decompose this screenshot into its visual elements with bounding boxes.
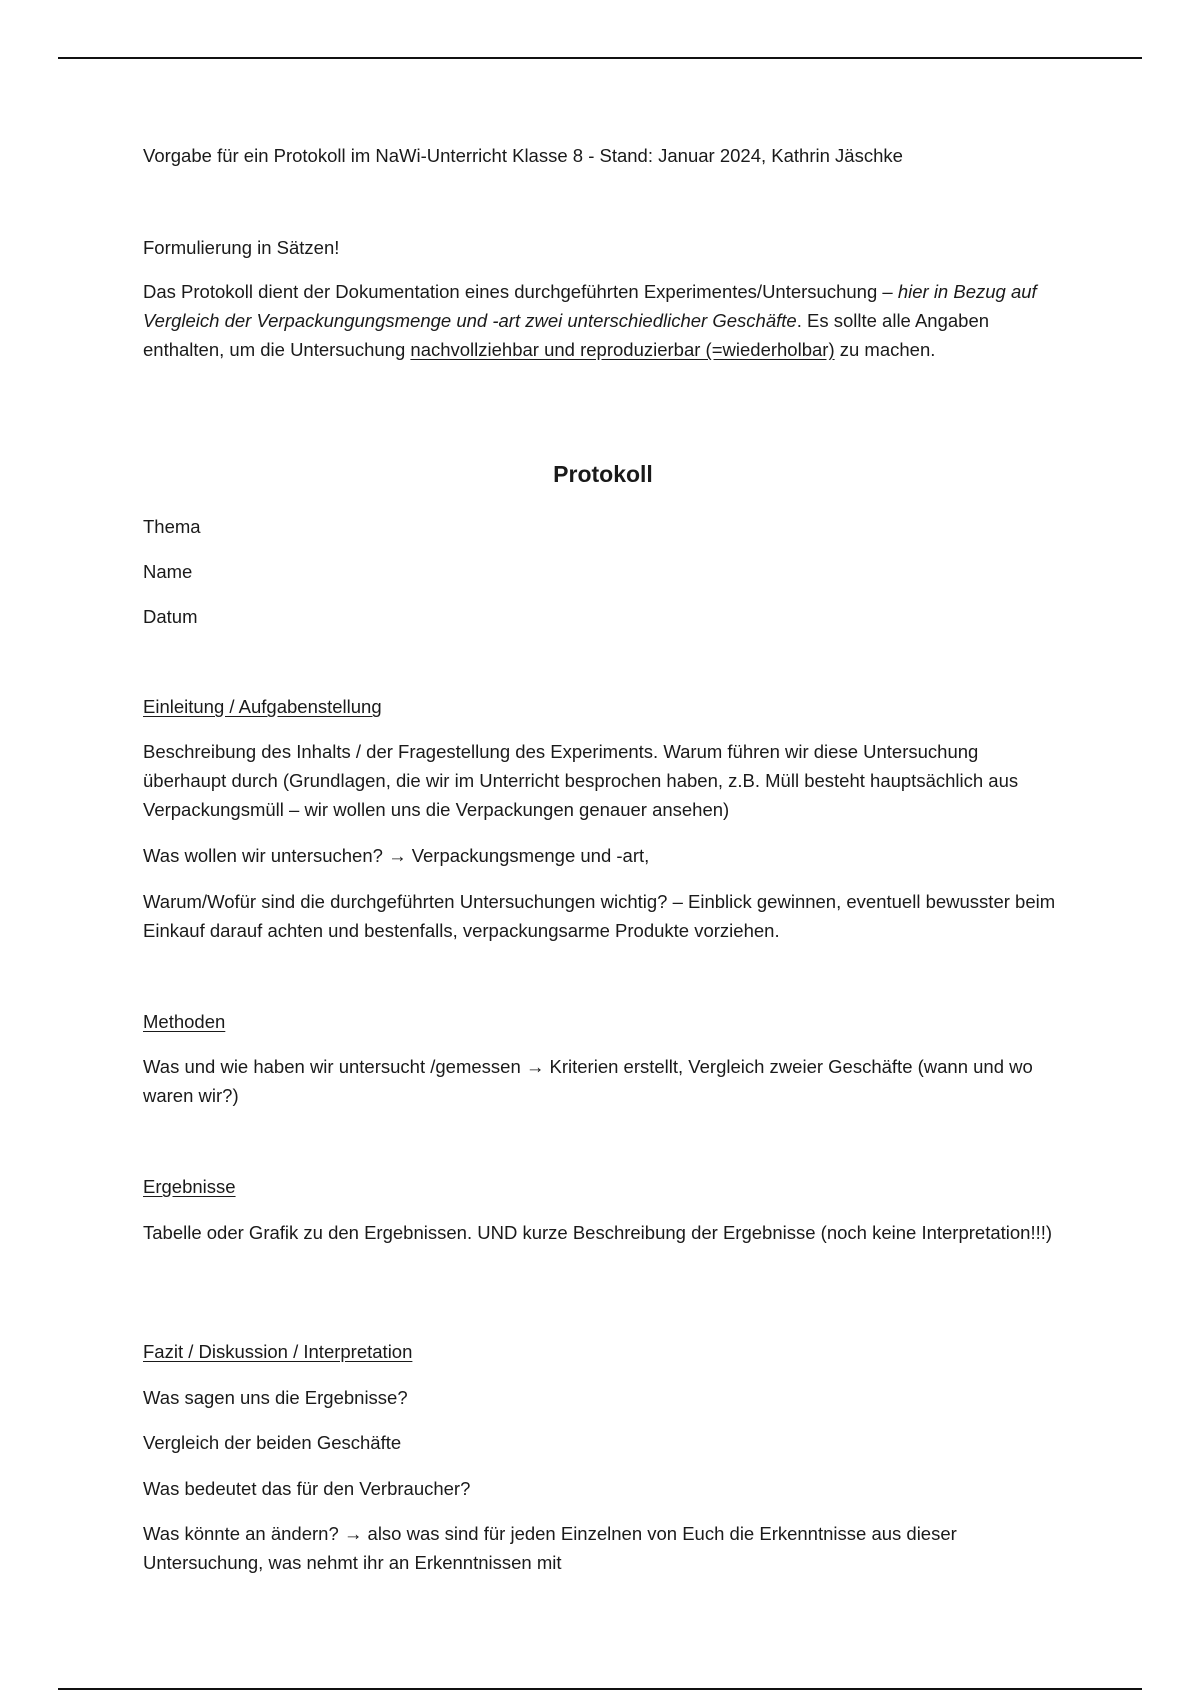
arrow-right-icon: → bbox=[525, 1056, 545, 1077]
einleitung-paragraph-1: Beschreibung des Inhalts / der Fragestellung des Experiments. Warum führen wir diese Untersuchung überhaupt durch (Grundlagen, die wir im Unterricht besprochen haben, z.B. Müll besteht hauptsächlich aus Verpackungsmüll – wir wollen uns die Verpackungen genauer ansehen) bbox=[143, 741, 1019, 820]
intro-text-italic: hier in Bezug auf Vergleich der Verpackungungsmenge und -art zwei unterschiedlicher Geschäfte bbox=[143, 281, 1037, 331]
arrow-right-icon: → bbox=[343, 1523, 363, 1544]
fazit-question-4 bbox=[143, 1519, 1063, 1577]
einleitung-question: Was wollen wir untersuchen? bbox=[143, 845, 383, 866]
field-datum: Datum bbox=[143, 606, 198, 627]
einleitung-paragraph-2 bbox=[143, 841, 1063, 870]
methoden-question: Was und wie haben wir untersucht /gemessen bbox=[143, 1056, 521, 1077]
field-thema: Thema bbox=[143, 516, 201, 537]
protocol-title: Protokoll bbox=[553, 461, 653, 487]
einleitung-answer: Verpackungsmenge und -art, bbox=[411, 845, 650, 866]
arrow-right-icon: → bbox=[388, 845, 407, 866]
instruction-text: Formulierung in Sätzen! bbox=[143, 237, 340, 258]
section-heading-methoden: Methoden bbox=[143, 1011, 226, 1032]
fazit-q4-question: Was könnte an ändern? bbox=[143, 1523, 339, 1544]
intro-text-start: Das Protokoll dient der Dokumentation eines durchgeführten Experimentes/Untersuchung – bbox=[143, 281, 898, 302]
field-name: Name bbox=[143, 561, 193, 582]
einleitung-paragraph-3: Warum/Wofür sind die durchgeführten Untersuchungen wichtig? – Einblick gewinnen, eventuell bewusster beim Einkauf darauf achten und bestenfalls, verpackungsarme Produkte vorziehen. bbox=[143, 891, 1056, 941]
section-heading-einleitung: Einleitung / Aufgabenstellung bbox=[143, 696, 382, 717]
top-rule bbox=[58, 57, 1142, 59]
methoden-paragraph bbox=[143, 1052, 1063, 1110]
fazit-q4-answer: also was sind für jeden Einzelnen von Euch die Erkenntnisse aus dieser Untersuchung, was nehmt ihr an Erkenntnissen mit bbox=[143, 1523, 957, 1573]
intro-text-end: zu machen. bbox=[834, 339, 936, 360]
intro-text-mid: . Es sollte alle Angaben enthalten, um die Untersuchung bbox=[143, 310, 990, 360]
fazit-question-2: Vergleich der beiden Geschäfte bbox=[143, 1432, 402, 1453]
intro-paragraph bbox=[143, 277, 1063, 364]
ergebnisse-paragraph: Tabelle oder Grafik zu den Ergebnissen. UND kurze Beschreibung der Ergebnisse (noch keine Interpretation!!!) bbox=[143, 1222, 1053, 1243]
methoden-answer: Kriterien erstellt, Vergleich zweier Geschäfte (wann und wo waren wir?) bbox=[143, 1056, 1033, 1106]
intro-text-underlined: nachvollziehbar und reproduzierbar (=wiederholbar) bbox=[410, 339, 835, 360]
section-heading-ergebnisse: Ergebnisse bbox=[143, 1176, 236, 1197]
header-line: Vorgabe für ein Protokoll im NaWi-Unterricht Klasse 8 - Stand: Januar 2024, Kathrin Jäschke bbox=[143, 145, 903, 166]
fazit-question-1: Was sagen uns die Ergebnisse? bbox=[143, 1387, 408, 1408]
fazit-question-3: Was bedeutet das für den Verbraucher? bbox=[143, 1478, 471, 1499]
bottom-rule bbox=[58, 1688, 1142, 1690]
section-heading-fazit: Fazit / Diskussion / Interpretation bbox=[143, 1341, 413, 1362]
